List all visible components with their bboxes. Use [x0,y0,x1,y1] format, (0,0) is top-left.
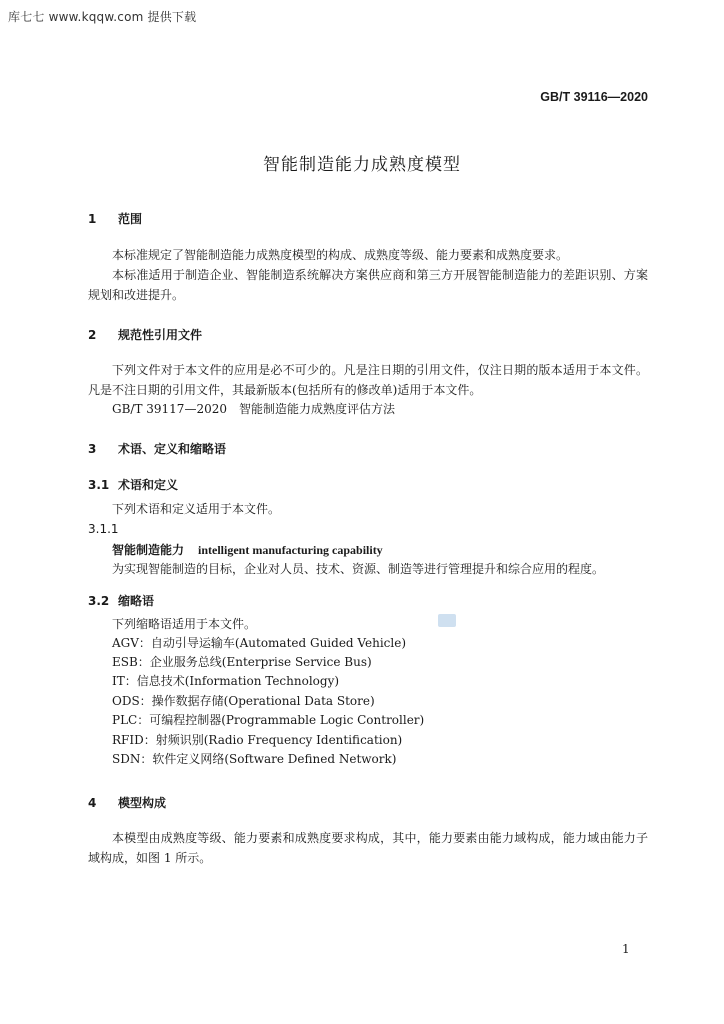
abbreviation-item: PLC：可编程控制器(Programmable Logic Controller) [112,713,425,727]
subsection-title: 术语和定义 [118,478,179,492]
section-2-heading [88,326,202,343]
abbreviation-item: ODS：操作数据存储(Operational Data Store) [112,694,375,708]
section-number: 3 [88,442,97,456]
stamp-mark [438,614,456,627]
abbreviation-item: AGV：自动引导运输车(Automated Guided Vehicle) [112,636,407,650]
section-2-paragraph-1: 下列文件对于本文件的应用是必不可少的。凡是注日期的引用文件，仅注日期的版本适用于本文件。凡是不注日期的引用文件，其最新版本(包括所有的修改单)适用于本文件。 [88,363,648,397]
section-number: 2 [88,328,97,342]
section-1-paragraph-1: 本标准规定了智能制造能力成熟度模型的构成、成熟度等级、能力要素和成熟度要求。 [112,248,569,262]
term-definition: 为实现智能制造的目标，企业对人员、技术、资源、制造等进行管理提升和综合应用的程度。 [112,562,605,576]
section-number: 1 [88,212,97,226]
section-title: 规范性引用文件 [118,328,203,342]
abbreviation-item: IT：信息技术(Information Technology) [112,674,340,688]
abbreviation-item: SDN：软件定义网络(Software Defined Network) [112,752,397,766]
subsection-3-2-heading [88,592,154,609]
section-title: 术语、定义和缩略语 [118,442,227,456]
document-title: 智能制造能力成熟度模型 [263,155,461,175]
section-number: 4 [88,796,97,810]
section-title: 范围 [118,212,143,226]
subsection-title: 缩略语 [118,594,155,608]
normative-reference: GB/T 39117—2020 智能制造能力成熟度评估方法 [112,402,395,416]
section-4-heading [88,794,166,811]
subsection-number: 3.1 [88,478,110,492]
section-4-paragraph-1: 本模型由成熟度等级、能力要素和成熟度要求构成，其中，能力要素由能力域构成，能力域由能力子域构成，如图 1 所示。 [88,831,648,865]
section-1-heading [88,210,142,227]
subsection-number: 3.2 [88,594,110,608]
section-3-heading [88,440,226,457]
terms-intro: 下列术语和定义适用于本文件。 [112,502,281,516]
term-number: 3.1.1 [88,522,119,536]
section-1-paragraph-2: 本标准适用于制造企业、智能制造系统解决方案供应商和第三方开展智能制造能力的差距识别、方案规划和改进提升。 [88,268,648,302]
standard-number: GB/T 39116—2020 [540,90,648,104]
term-entry [112,541,383,558]
subsection-3-1-heading [88,476,178,493]
term-english: intelligent manufacturing capability [198,543,383,557]
section-title: 模型构成 [118,796,167,810]
term-chinese: 智能制造能力 [112,543,185,557]
watermark: 库七七 www.kqqw.com 提供下载 [8,10,197,24]
abbreviation-item: ESB：企业服务总线(Enterprise Service Bus) [112,655,372,669]
abbreviations-intro: 下列缩略语适用于本文件。 [112,617,257,631]
page-number: 1 [622,942,630,956]
abbreviation-item: RFID：射频识别(Radio Frequency Identification) [112,733,403,747]
